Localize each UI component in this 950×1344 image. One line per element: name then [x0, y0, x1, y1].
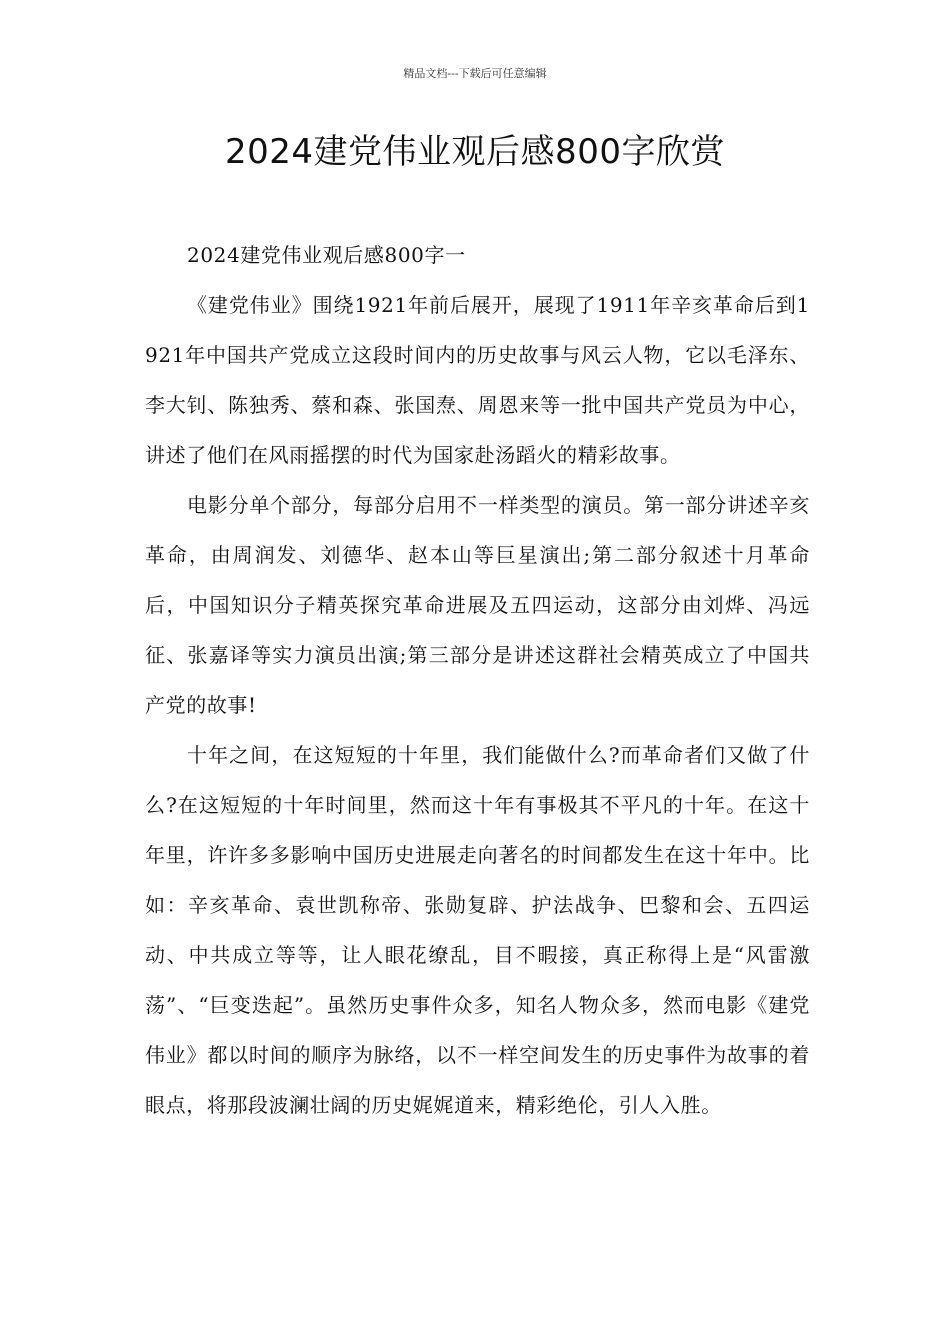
- paragraph-3: 十年之间，在这短短的十年里，我们能做什么?而革命者们又做了什么?在这短短的十年时间里，然而这十年有事极其不平凡的十年。在这十年里，许许多多影响中国历史进展走向著名的时间都发生在这十年中。比如：辛亥革命、袁世凯称帝、张勋复辟、护法战争、巴黎和会、五四运动、中共成立等等，让人眼花缭乱，目不暇接，真正称得上是“风雷激荡”、“巨变迭起”。虽然历史事件众多，知名人物众多，然而电影《建党伟业》都以时间的顺序为脉络，以不一样空间发生的历史事件为故事的着眼点，将那段波澜壮阔的历史娓娓道来，精彩绝伦，引人入胜。: [145, 743, 810, 1117]
- paragraph-2: 电影分单个部分，每部分启用不一样类型的演员。第一部分讲述辛亥革命，由周润发、刘德华、赵本山等巨星演出;第二部分叙述十月革命后，中国知识分子精英探究革命进展及五四运动，这部分由刘烨、冯远征、张嘉译等实力演员出演;第三部分是讲述这群社会精英成立了中国共产党的故事!: [145, 493, 810, 717]
- section-subheading: 2024建党伟业观后感800字一: [187, 243, 466, 267]
- paragraph-1: 《建党伟业》围绕1921年前后展开，展现了1911年辛亥革命后到1921年中国共产党成立这段时间内的历史故事与风云人物，它以毛泽东、李大钊、陈独秀、蔡和森、张国焘、周恩来等一批中国共产党员为中心，讲述了他们在风雨摇摆的时代为国家赴汤蹈火的精彩故事。: [145, 293, 810, 467]
- document-title: 2024建党伟业观后感800字欣赏: [225, 132, 725, 172]
- document-body: [145, 230, 810, 1130]
- header-note: 精品文档---下载后可任意编辑: [403, 67, 547, 80]
